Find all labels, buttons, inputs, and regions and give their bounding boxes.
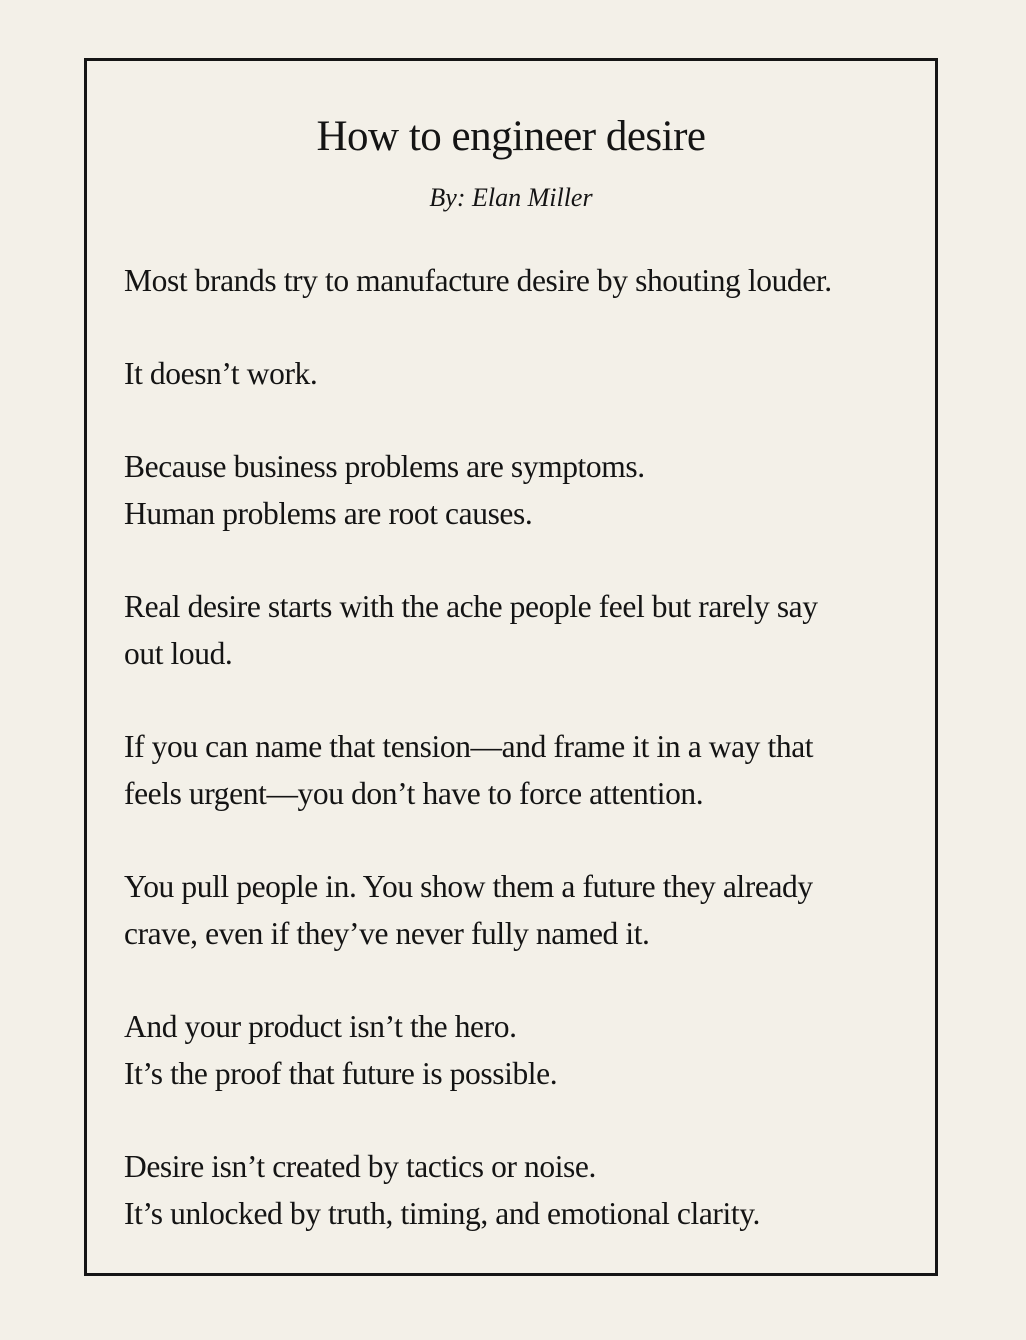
paragraph-line: If you can name that tension—and frame it in a way that <box>124 729 814 764</box>
paragraph-7 <box>124 1003 914 1097</box>
paragraph-line: It doesn’t work. <box>124 356 318 391</box>
paragraph-line: Most brands try to manufacture desire by shouting louder. <box>124 263 832 298</box>
paragraph-6 <box>124 863 914 957</box>
paragraph-line: Human problems are root causes. <box>124 496 533 531</box>
document-body <box>124 257 914 1283</box>
paragraph-line: out loud. <box>124 636 233 671</box>
paragraph-line: It’s the proof that future is possible. <box>124 1056 558 1091</box>
paragraph-3 <box>124 443 914 537</box>
author-byline: By: Elan Miller <box>429 183 593 212</box>
paragraph-line: feels urgent—you don’t have to force attention. <box>124 776 704 811</box>
paragraph-8 <box>124 1143 914 1237</box>
paragraph-line: crave, even if they’ve never fully named it. <box>124 916 650 951</box>
paragraph-4 <box>124 583 914 677</box>
document-title: How to engineer desire <box>316 113 706 160</box>
paragraph-line: Real desire starts with the ache people feel but rarely say <box>124 589 818 624</box>
paragraph-line: And your product isn’t the hero. <box>124 1009 517 1044</box>
paragraph-5 <box>124 723 914 817</box>
paragraph-line: Desire isn’t created by tactics or noise. <box>124 1149 596 1184</box>
paragraph-1 <box>124 257 914 304</box>
document-frame <box>84 58 938 1276</box>
paragraph-line: You pull people in. You show them a future they already <box>124 869 813 904</box>
paragraph-2 <box>124 350 914 397</box>
paragraph-line: It’s unlocked by truth, timing, and emotional clarity. <box>124 1196 760 1231</box>
paragraph-line: Because business problems are symptoms. <box>124 449 645 484</box>
